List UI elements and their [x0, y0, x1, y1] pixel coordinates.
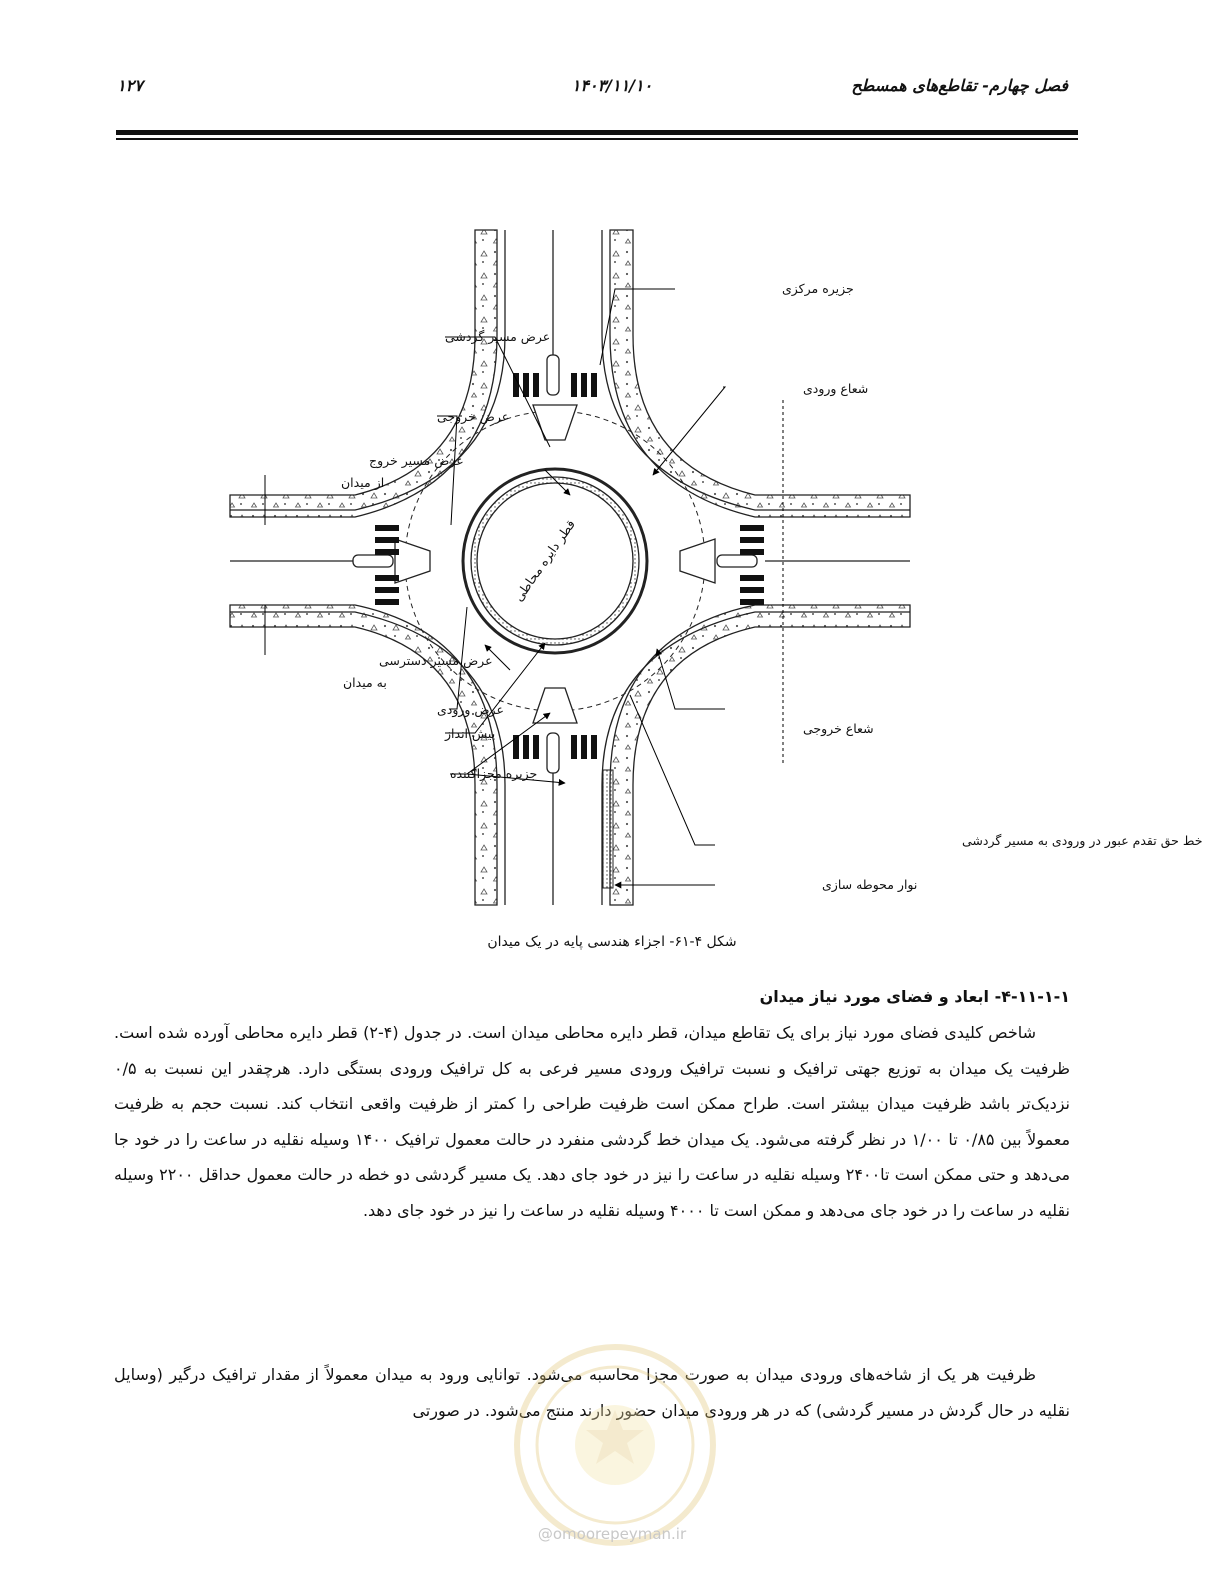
splitter-island-west [395, 539, 430, 583]
label-landscape-strip: نوار محوطه سازی [822, 877, 918, 892]
label-approach-width-1: عرض مسیر دسترسی [379, 653, 493, 668]
sidewalk-ne [610, 230, 910, 517]
paragraph-1: شاخص کلیدی فضای مورد نیاز برای یک تقاطع میدان، قطر دایره محاطی میدان است. در جدول (۴-۲) قطر دایره محاطی آورده شده است. ظرفیت یک میدان به توزیع جهتی ترافیک و نسبت ترافیک ورودی مسیر فرعی به کل ترافیک ورودی بستگی دارد. هرچقدر این نسبت به ۰/۵ نزدیک‌تر باشد ظرفیت میدان بیشتر است. طراح ممکن است ظرفیت طراحی را کمتر از ظرفیت واقعی انتخاب کند. نسبت حجم به ظرفیت معمولاً بین ۰/۸۵ تا ۱/۰۰ در نظر گرفته می‌شود. یک میدان خط گردشی منفرد در حالت معمول ترافیک ۱۴۰۰ وسیله نقلیه در ساعت را در خود جا می‌دهد و حتی ممکن است تا۲۴۰۰ وسیله نقلیه در ساعت را نیز در خود جای دهد. یک مسیر گردشی دو خطه در حالت معمول حداقل ۲۲۰۰ وسیله نقلیه در ساعت را در خود جای می‌دهد و ممکن است تا ۴۰۰۰ وسیله نقلیه در ساعت را نیز در خود جای دهد. [114, 1023, 1071, 1220]
splitter-island-north [533, 405, 577, 440]
website-watermark: @omoorepeyman.ir [537, 1525, 687, 1543]
roundabout-diagram [205, 225, 1203, 905]
label-circulating-width: عرض مسیر گردشی [445, 329, 551, 344]
label-entry-width: عرض ورودی [437, 702, 504, 717]
label-inscribed-diameter: قطر دایره محاطی [510, 516, 578, 605]
header-date: ۱۴۰۳/۱۱/۱۰ [571, 76, 653, 95]
watermark-seal [510, 1340, 720, 1550]
label-exit-lane-width-1: عرض مسیر خروج [369, 453, 464, 468]
sidewalk-se [610, 605, 910, 905]
label-exit-lane-width-2: از میدان [341, 475, 385, 490]
paragraph-2: ظرفیت هر یک از شاخه‌های ورودی میدان به صورت مجزا محاسبه می‌شود. توانایی ورود به میدان معمولاً از مقدار ترافیک درگیر (وسایل نقلیه در حال گردش در مسیر گردشی) که در هر ورودی میدان حضور دارند منتج می‌شود. در صورتی [114, 1365, 1070, 1420]
sidewalk-nw [230, 230, 497, 517]
label-entry-radius: شعاع ورودی [803, 381, 869, 396]
sidewalk-sw [230, 605, 497, 905]
label-apron: پیش انداز [445, 726, 496, 741]
label-exit-radius: شعاع خروجی [803, 721, 874, 736]
label-central-island: جزیره مرکزی [782, 281, 854, 296]
label-exit-width: عرض خروجی [437, 409, 510, 424]
section-title: ۴-۱۱-۱-۱- ابعاد و فضای مورد نیاز میدان [759, 987, 1070, 1006]
splitter-island-south [533, 688, 577, 723]
splitter-island-east [680, 539, 715, 583]
chapter-title: فصل چهارم- تقاطع‌های همسطح [851, 76, 1068, 95]
figure-caption: شکل ۴-۶۱- اجزاء هندسی پایه در یک میدان [487, 934, 737, 950]
label-splitter-island: جزیره مجزاکننده [450, 766, 538, 781]
header-rule-thin [116, 138, 1078, 140]
label-approach-width-2: به میدان [343, 675, 387, 690]
page-number: ۱۲۷ [117, 76, 143, 95]
header-rule-thick [116, 130, 1078, 135]
label-yield-line: خط حق تقدم عبور در ورودی به مسیر گردشی [962, 833, 1203, 848]
